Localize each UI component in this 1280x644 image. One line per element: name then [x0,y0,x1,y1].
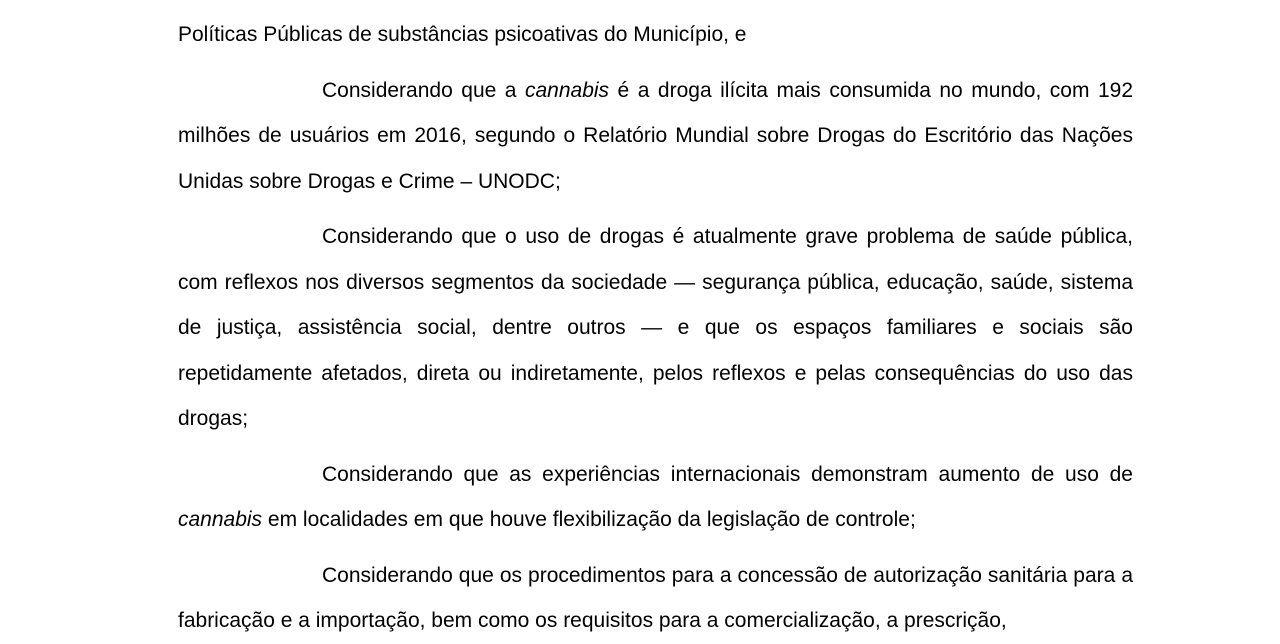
paragraph-text-start: Considerando que as experiências internacionais demonstram aumento de uso de [322,462,1133,486]
paragraph-text: Considerando que os procedimentos para a concessão de autorização sanitária para a fabricação e a importação, bem como os requisitos para a comercialização, a prescrição, [178,563,1133,632]
paragraph-experiencias-internacionais [178,452,1133,543]
paragraph-text: Considerando que o uso de drogas é atualmente grave problema de saúde pública, com reflexos nos diversos segmentos da sociedade — segurança pública, educação, saúde, sistema de justiça, assistência social, dentre outros — e que os espaços familiares e sociais são repetidamente afetados, direta ou indiretamente, pelos reflexos e pelas consequências do uso das drogas; [178,225,1133,430]
italic-term-cannabis: cannabis [524,78,610,102]
paragraph-cannabis-consumo [178,68,1133,205]
paragraph-text-start: Considerando que a [322,78,525,102]
paragraph-saude-publica [178,214,1133,442]
paragraph-politicas-publicas [178,12,1133,58]
paragraph-autorizacao-sanitaria [178,553,1133,644]
paragraph-text: Políticas Públicas de substâncias psicoativas do Município, e [178,23,747,46]
paragraph-text-end: em localidades em que houve flexibilização da legislação de controle; [262,508,916,531]
document-body [178,12,1133,644]
italic-term-cannabis: cannabis [178,508,263,531]
paragraph-text-end: é a droga ilícita mais consumida no mundo, com 192 milhões de usuários em 2016, segundo o Relatório Mundial sobre Drogas do Escritório das Nações Unidas sobre Drogas e Crime – UNODC; [178,78,1133,193]
